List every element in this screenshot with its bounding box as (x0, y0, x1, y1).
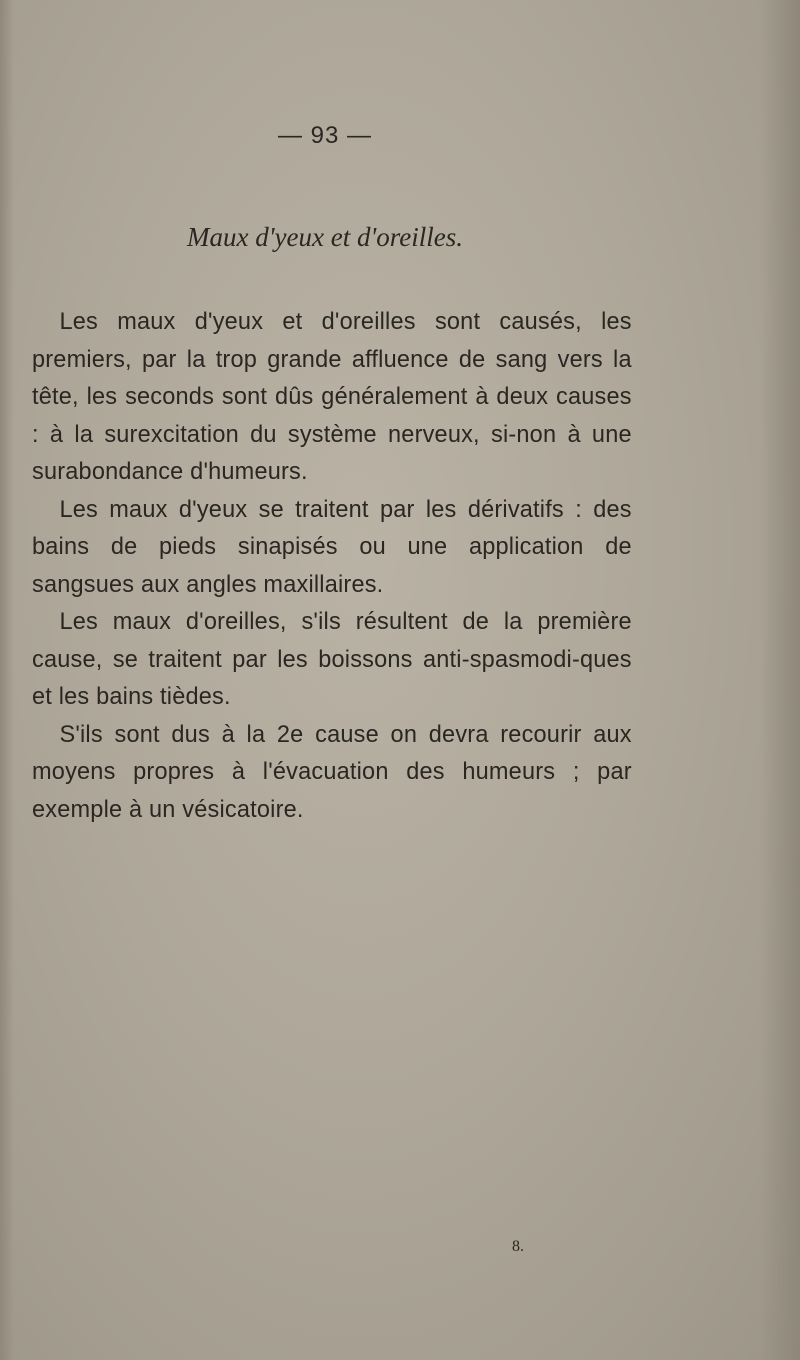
chapter-title: Maux d'yeux et d'oreilles. (187, 222, 463, 252)
paragraph-4: S'ils sont dus à la 2e cause on devra recourir aux moyens propres à l'évacuation des humeurs ; par exemple à un vésicatoire. (32, 720, 632, 823)
page-edge-shadow-right (760, 0, 800, 1360)
page-number: — 93 — (277, 122, 373, 149)
paragraph-3: Les maux d'oreilles, s'ils résultent de la première cause, se traitent par les boissons anti-spasmodi-ques et les bains tièdes. (32, 608, 632, 710)
paragraph-2: Les maux d'yeux se traitent par les dérivatifs : des bains de pieds sinapisés ou une application de sangsues aux angles maxillaires. (32, 495, 632, 598)
paragraph-1: Les maux d'yeux et d'oreilles sont causés, les premiers, par la trop grande affluence de sang vers la tête, les seconds sont dûs généralement à deux causes : à la surexcitation du système nerveux, si-non à une surabondance d'humeurs. (32, 308, 632, 485)
body-text (32, 303, 632, 828)
printer-signature-mark: 8. (512, 1238, 524, 1255)
page-edge-shadow-left (0, 0, 14, 1360)
